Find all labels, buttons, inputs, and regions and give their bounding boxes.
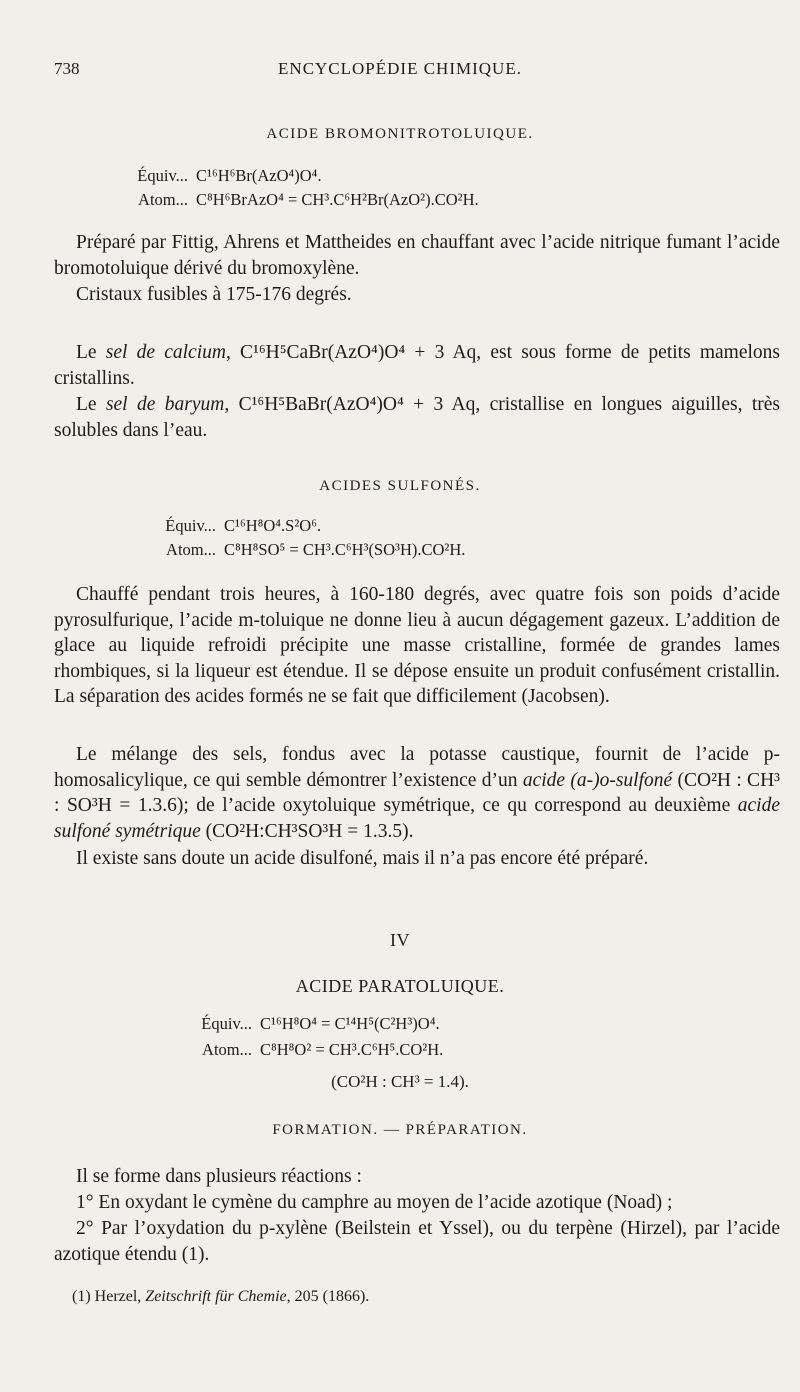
- text-run: , C¹⁶H⁵CaBr(AzO⁴)O⁴ + 3 Aq, est sous forme de petits mamelons cristallins.: [54, 342, 780, 389]
- para-text: [54, 742, 780, 844]
- italic-term: acide sulfoné symétrique: [54, 795, 780, 842]
- paragraph-cymene: [54, 1190, 780, 1216]
- text-run: Le: [76, 394, 106, 415]
- equiv-formula-3: [176, 1014, 440, 1034]
- equiv-value: C¹⁶H⁶Br(AzO⁴)O⁴.: [196, 166, 322, 185]
- paragraph-melange: [54, 742, 780, 844]
- text-run: Le: [76, 342, 106, 363]
- equiv-label: Équiv...: [165, 516, 216, 535]
- para-text: Préparé par Fittig, Ahrens et Mattheides en chauffant avec l’acide nitrique fumant l’acide bromotoluique dérivé du bromoxylène.: [54, 232, 780, 279]
- equiv-formula-1: [112, 166, 322, 186]
- journal-title: Zeitschrift für Chemie: [145, 1288, 287, 1305]
- equiv-label: Équiv...: [137, 166, 188, 185]
- atom-formula-3: [176, 1040, 443, 1060]
- para-text: 2° Par l’oxydation du p-xylène (Beilstein et Yssel), ou du terpène (Hirzel), par l’acide azotique étendu (1).: [54, 1218, 780, 1265]
- atom-formula-1: [112, 190, 479, 210]
- text-run: (CO²H:CH³SO³H = 1.3.5).: [200, 820, 414, 842]
- text-run: , 205 (1866).: [286, 1288, 370, 1305]
- footnote: [72, 1288, 369, 1306]
- paragraph-sel-calcium: [54, 340, 780, 391]
- para-text: [54, 392, 780, 443]
- equiv-formula-2: [140, 516, 321, 536]
- equiv-label: Équiv...: [201, 1014, 252, 1033]
- running-title: ENCYCLOPÉDIE CHIMIQUE.: [278, 59, 522, 78]
- paragraph-cristaux: [54, 282, 780, 308]
- section-title-paratoluique: ACIDE PARATOLUIQUE.: [295, 976, 505, 996]
- para-text: Cristaux fusibles à 175-176 degrés.: [76, 284, 352, 305]
- italic-term: acide (a-)o-sulfoné: [522, 769, 673, 791]
- position-ratio: (CO²H : CH³ = 1.4).: [331, 1072, 469, 1091]
- text-run: , C¹⁶H⁵BaBr(AzO⁴)O⁴ + 3 Aq, cristallise en longues aiguilles, très solubles dans l’eau.: [54, 394, 780, 441]
- atom-value: C⁸H⁸O² = CH³.C⁶H⁵.CO²H.: [260, 1040, 444, 1059]
- equiv-value: C¹⁶H⁸O⁴ = C¹⁴H⁵(C²H³)O⁴.: [260, 1014, 440, 1033]
- para-text: Chauffé pendant trois heures, à 160-180 degrés, avec quatre fois son poids d’acide pyrosulfurique, l’acide m-toluique ne donne lieu à aucun dégagement gazeux. L’addition de glace au liquide refroidi précipite une masse cristalline, formée de grandes lames rhombiques, si la liqueur est étendue. Il se dépose ensuite un produit confusément cristallin. La séparation des acides formés ne se fait que difficilement (Jacobsen).: [54, 584, 780, 707]
- para-text: [54, 340, 780, 391]
- para-text: Il existe sans doute un acide disulfoné, mais il n’a pas encore été préparé.: [76, 848, 649, 869]
- text-run: (1) Herzel,: [72, 1288, 146, 1305]
- subtitle-formation: FORMATION. — PRÉPARATION.: [272, 1122, 528, 1138]
- paragraph-sel-baryum: [54, 392, 780, 443]
- italic-term: sel de baryum: [105, 394, 225, 415]
- para-text: 1° En oxydant le cymène du camphre au moyen de l’acide azotique (Noad) ;: [76, 1192, 673, 1213]
- text-run: Le mélange des sels, fondus avec la potasse caustique, fournit de l’acide p-homosalicylique, ce qui semble démontrer l’existence d’un: [54, 744, 780, 791]
- italic-term: sel de calcium: [105, 342, 226, 363]
- page-number: 738: [54, 59, 80, 78]
- section-title-bromonitrotoluique: ACIDE BROMONITROTOLUIQUE.: [266, 126, 534, 142]
- atom-label: Atom...: [202, 1040, 252, 1059]
- atom-value: C⁸H⁸SO⁵ = CH³.C⁶H³(SO³H).CO²H.: [224, 540, 466, 559]
- paragraph-disulfone: [54, 846, 780, 872]
- text-run: (CO²H : CH³ : SO³H = 1.3.6); de l’acide oxytoluique symétrique, ce qu correspond au deuxième: [54, 769, 780, 816]
- atom-formula-2: [140, 540, 465, 560]
- atom-value: C⁸H⁶BrAzO⁴ = CH³.C⁶H²Br(AzO²).CO²H.: [196, 190, 479, 209]
- paragraph-reactions: [54, 1164, 780, 1190]
- para-text: Il se forme dans plusieurs réactions :: [76, 1166, 362, 1187]
- paragraph-preparation: [54, 230, 780, 281]
- paragraph-xylene: [54, 1216, 780, 1267]
- atom-label: Atom...: [138, 190, 188, 209]
- section-roman-numeral: IV: [390, 930, 410, 950]
- paragraph-chauffe: [54, 582, 780, 710]
- atom-label: Atom...: [166, 540, 216, 559]
- equiv-value: C¹⁶H⁸O⁴.S²O⁶.: [224, 516, 322, 535]
- section-title-acides-sulfones: ACIDES SULFONÉS.: [319, 478, 481, 494]
